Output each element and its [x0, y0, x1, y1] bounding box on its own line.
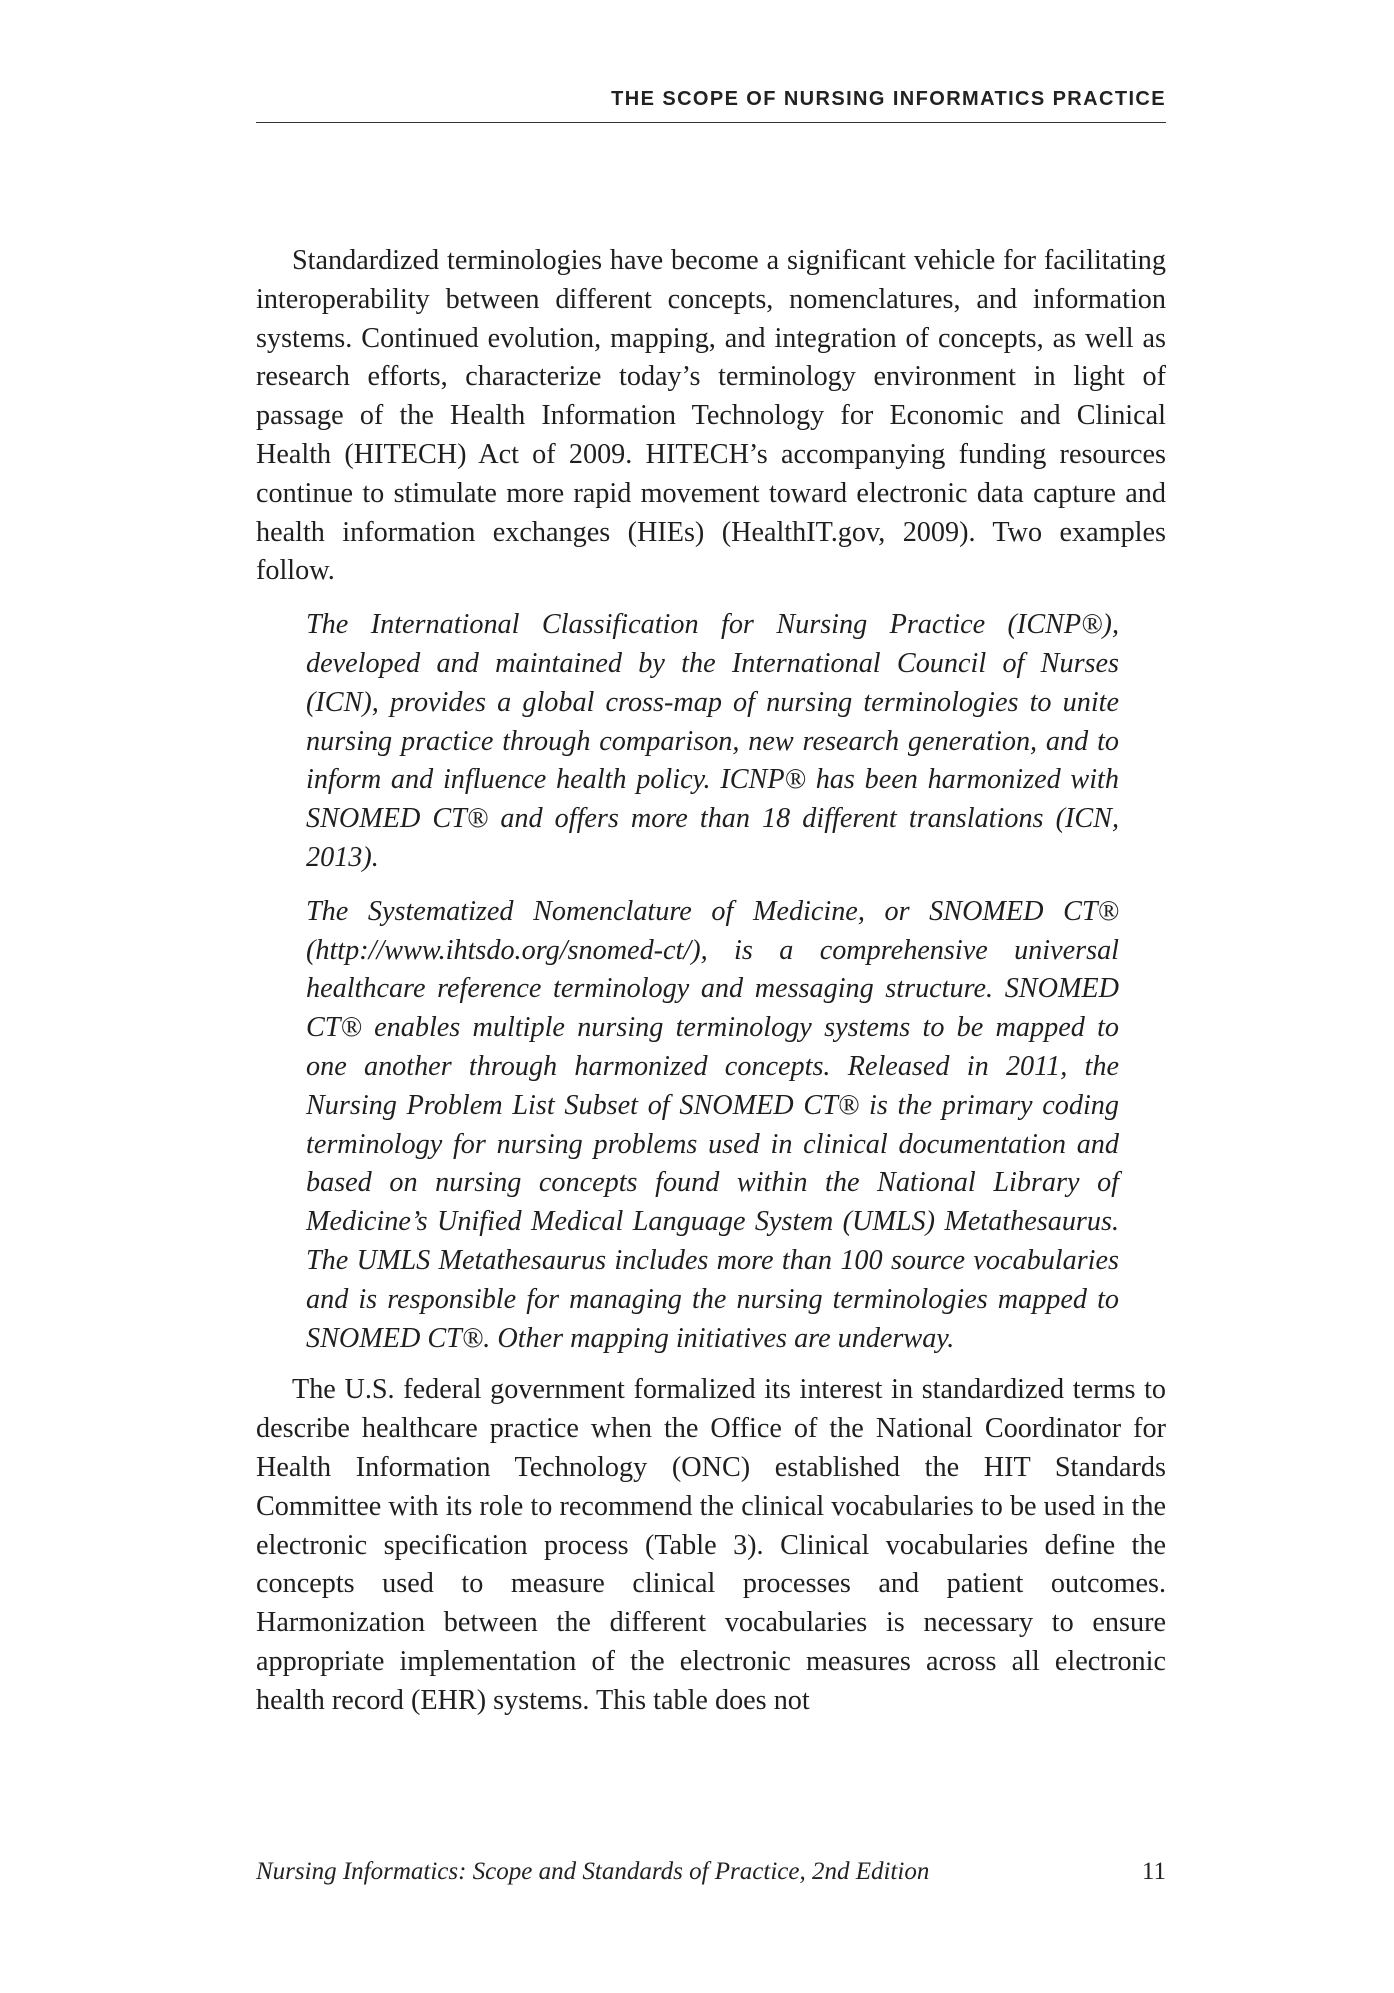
body-paragraph: Standardized terminologies have become a significant vehicle for facilitating interoperability between different concepts, nomenclatures, and information systems. Continued evolution, mapping, and integration of concepts, as well as research efforts, characterize today’s terminology environment in light of passage of the Health Information Technology for Economic and Clinical Health (HITECH) Act of 2009. HITECH’s accompanying funding resources continue to stimulate more rapid movement toward electronic data capture and health information exchanges (HIEs) (HealthIT.gov, 2009). Two examples follow.: [256, 245, 1166, 587]
block-quote-snomed: The Systematized Nomenclature of Medicine, or SNOMED CT® (http://www.ihtsdo.org/snomed-ct/), is a comprehensive universal healthcare reference terminology and messaging structure. SNOMED CT® enables multiple nursing terminology systems to be mapped to one another through harmonized concepts. Released in 2011, the Nursing Problem List Subset of SNOMED CT® is the primary coding terminology for nursing problems used in clinical documentation and based on nursing concepts found within the National Library of Medicine’s Unified Medical Language System (UMLS) Metathesaurus. The UMLS Metathesaurus includes more than 100 source vocabularies and is responsible for managing the nursing terminologies mapped to SNOMED CT®. Other mapping initiatives are underway.: [306, 895, 1119, 1354]
page-number: 11: [1141, 1858, 1166, 1885]
header-divider: [256, 122, 1166, 123]
running-header: THE SCOPE OF NURSING INFORMATICS PRACTICE: [611, 88, 1166, 110]
body-paragraph: The U.S. federal government formalized its interest in standardized terms to describe healthcare practice when the Office of the National Coordinator for Health Information Technology (ONC) established the HIT Standards Committee with its role to recommend the clinical vocabularies to be used in the electronic specification process (Table 3). Clinical vocabularies define the concepts used to measure clinical processes and patient outcomes. Harmonization between the different vocabularies is necessary to ensure appropriate implementation of the electronic measures across all electronic health record (EHR) systems. This table does not: [256, 1374, 1166, 1716]
main-text: [256, 242, 1166, 1720]
footer-book-title: Nursing Informatics: Scope and Standards of Practice, 2nd Edition: [256, 1858, 930, 1885]
block-quote-icnp: The International Classification for Nursing Practice (ICNP®), developed and maintained by the International Council of Nurses (ICN), provides a global cross-map of nursing terminologies to unite nursing practice through comparison, new research generation, and to inform and influence health policy. ICNP® has been harmonized with SNOMED CT® and offers more than 18 different translations (ICN, 2013).: [306, 609, 1119, 873]
